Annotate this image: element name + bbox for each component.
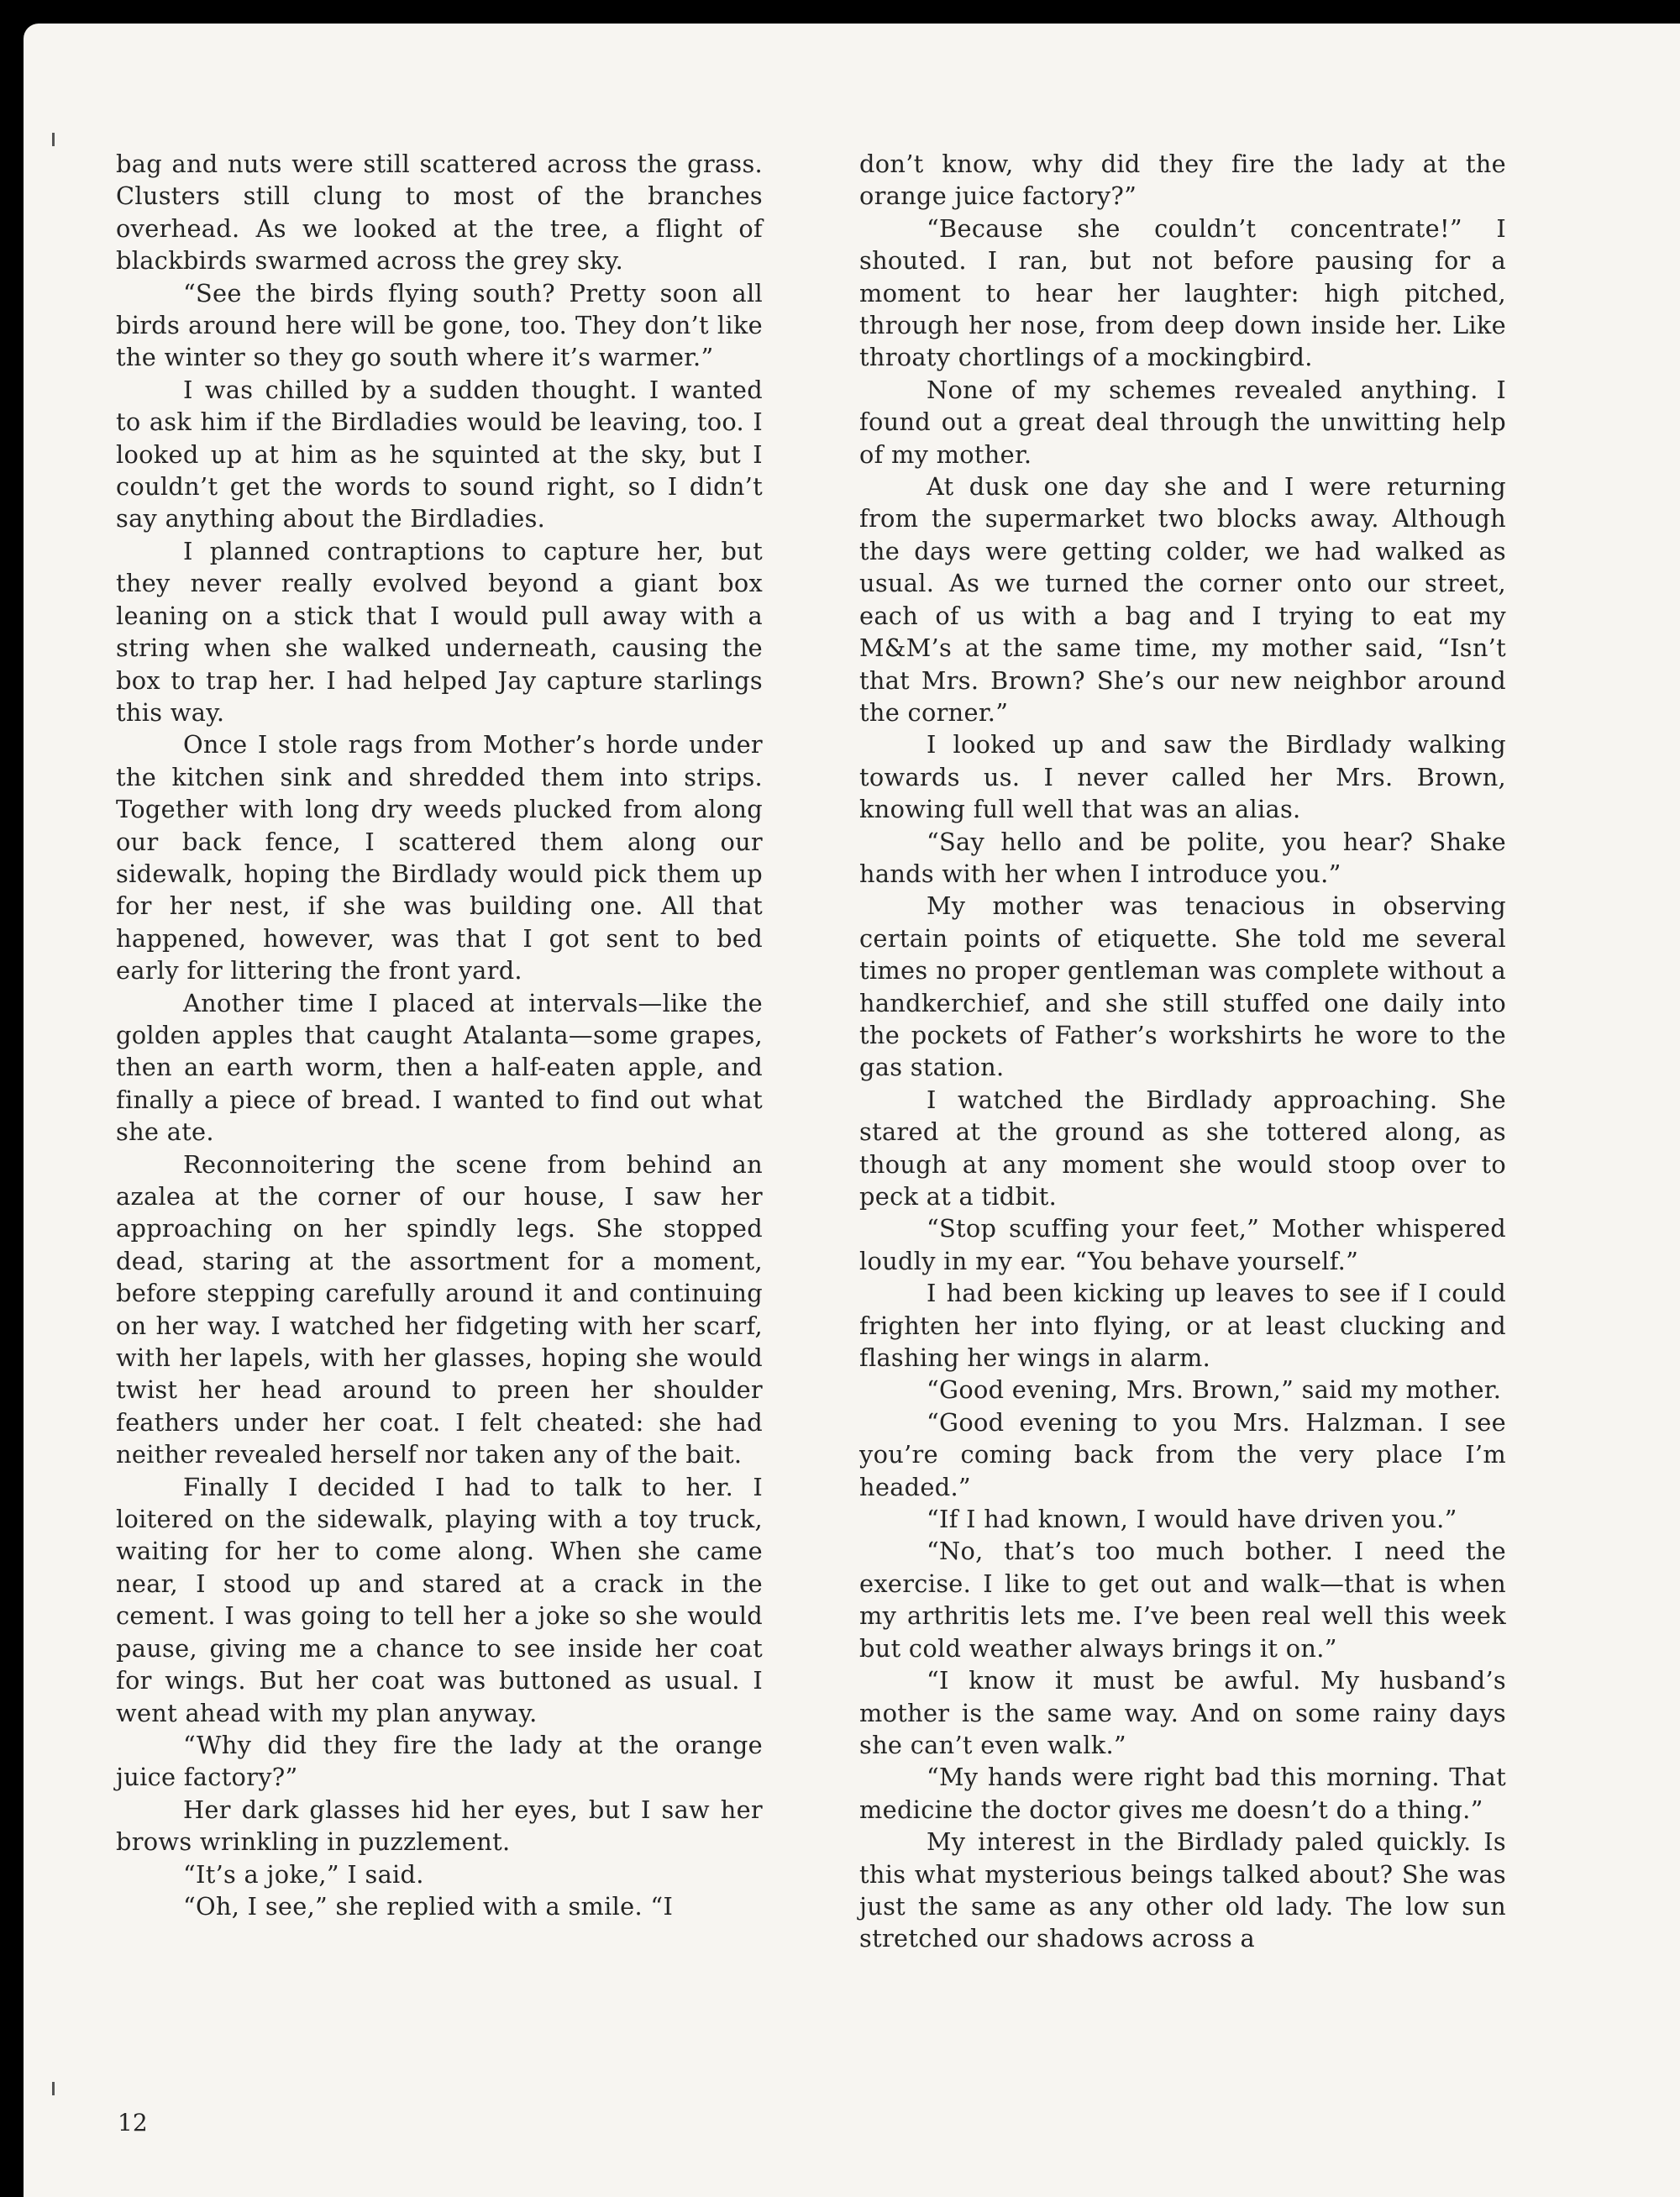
paragraph: “Good evening, Mrs. Brown,” said my mother. [927, 1375, 1502, 1405]
paragraph: bag and nuts were still scattered across the grass. Clusters still clung to most of the branches overhead. As we looked at the tree, a flight of blackbirds swarmed across the grey sky. [116, 150, 763, 276]
paragraph: “Why did they fire the lady at the orange juice factory?” [116, 1730, 763, 1792]
paragraph: I watched the Birdlady approaching. She stared at the ground as she tottered along, as though at any moment she would stoop over to peck at a tidbit. [859, 1085, 1506, 1211]
paragraph: “No, that’s too much bother. I need the exercise. I like to get out and walk—that is when my arthritis lets me. I’ve been real well this week but cold weather always brings it on.” [859, 1537, 1506, 1663]
paragraph: “Stop scuffing your feet,” Mother whispered loudly in my ear. “You behave yourself.” [859, 1214, 1506, 1275]
binding-mark [52, 133, 55, 146]
paragraph: “It’s a joke,” I said. [183, 1859, 424, 1889]
paragraph: Finally I decided I had to talk to her. I loitered on the sidewalk, playing with a toy truck, waiting for her to come along. When she came near, I stood up and stared at a crack in the cement. I was going to tell her a joke so she would pause, giving me a chance to see inside her coat for wings. But her coat was buttoned as usual. I went ahead with my plan anyway. [116, 1472, 763, 1727]
right-text-column [859, 148, 1506, 1955]
paragraph: I had been kicking up leaves to see if I could frighten her into flying, or at least clucking and flashing her wings in alarm. [859, 1279, 1506, 1373]
paragraph: “If I had known, I would have driven you.” [927, 1505, 1457, 1534]
page-number: 12 [118, 2109, 148, 2137]
paragraph: At dusk one day she and I were returning from the supermarket two blocks away. Although the days were getting colder, we had walked as usual. As we turned the corner onto our street, each of us with a bag and I trying to eat my M&M’s at the same time, my mother said, “Isn’t that Mrs. Brown? She’s our new neighbor around the corner.” [859, 472, 1506, 727]
paragraph: “My hands were right bad this morning. That medicine the doctor gives me doesn’t do a thing.” [859, 1763, 1506, 1824]
paragraph: I was chilled by a sudden thought. I wanted to ask him if the Birdladies would be leaving, too. I looked up at him as he squinted at the sky, but I couldn’t get the words to sound right, so I didn’t say anything about the Birdladies. [116, 375, 763, 533]
paragraph: I looked up and saw the Birdlady walking towards us. I never called her Mrs. Brown, knowing full well that was an alias. [859, 730, 1506, 824]
paragraph: “Oh, I see,” she replied with a smile. “I [183, 1891, 674, 1921]
binding-mark [52, 2082, 55, 2095]
paragraph: “Good evening to you Mrs. Halzman. I see you’re coming back from the very place I’m headed.” [859, 1407, 1506, 1501]
paragraph: None of my schemes revealed anything. I found out a great deal through the unwitting help of my mother. [859, 375, 1506, 469]
paragraph: “I know it must be awful. My husband’s mother is the same way. And on some rainy days she can’t even walk.” [859, 1666, 1506, 1759]
paragraph: My interest in the Birdlady paled quickly. Is this what mysterious beings talked about? She was just the same as any other old lady. The low sun stretched our shadows across a [859, 1827, 1506, 1953]
paragraph: Reconnoitering the scene from behind an azalea at the corner of our house, I saw her approaching on her spindly legs. She stopped dead, staring at the assortment for a moment, before stepping carefully around it and continuing on her way. I watched her fidgeting with her scarf, with her lapels, with her glasses, hoping she would twist her head around to preen her shoulder feathers under her coat. I felt cheated: she had neither revealed herself nor taken any of the bait. [116, 1149, 763, 1469]
paragraph: My mother was tenacious in observing certain points of etiquette. She told me several times no proper gentleman was complete without a handkerchief, and she still stuffed one daily into the pockets of Father’s workshirts he wore to the gas station. [859, 891, 1506, 1082]
left-text-column [116, 148, 763, 1922]
paragraph: don’t know, why did they fire the lady at the orange juice factory?” [859, 150, 1506, 211]
paragraph: “Say hello and be polite, you hear? Shake hands with her when I introduce you.” [859, 827, 1506, 888]
paragraph: I planned contraptions to capture her, but they never really evolved beyond a giant box leaning on a stick that I would pull away with a string when she walked underneath, causing the box to trap her. I had helped Jay capture starlings this way. [116, 536, 763, 727]
paragraph: Another time I placed at intervals—like the golden apples that caught Atalanta—some grapes, then an earth worm, then a half-eaten apple, and finally a piece of bread. I wanted to find out what she ate. [116, 988, 763, 1147]
paragraph: Once I stole rags from Mother’s horde under the kitchen sink and shredded them into strips. Together with long dry weeds plucked from along our back fence, I scattered them along our sidewalk, hoping the Birdlady would pick them up for her nest, if she was building one. All that happened, however, was that I got sent to bed early for littering the front yard. [116, 730, 763, 985]
paragraph: Her dark glasses hid her eyes, but I saw her brows wrinkling in puzzlement. [116, 1795, 763, 1857]
paragraph: “Because she couldn’t concentrate!” I shouted. I ran, but not before pausing for a moment to hear her laughter: high pitched, through her nose, from deep down inside her. Like throaty chortlings of a mockingbird. [859, 213, 1506, 372]
magazine-page [24, 24, 1680, 2197]
paragraph: “See the birds flying south? Pretty soon all birds around here will be gone, too. They don’t like the winter so they go south where it’s warmer.” [116, 278, 763, 372]
